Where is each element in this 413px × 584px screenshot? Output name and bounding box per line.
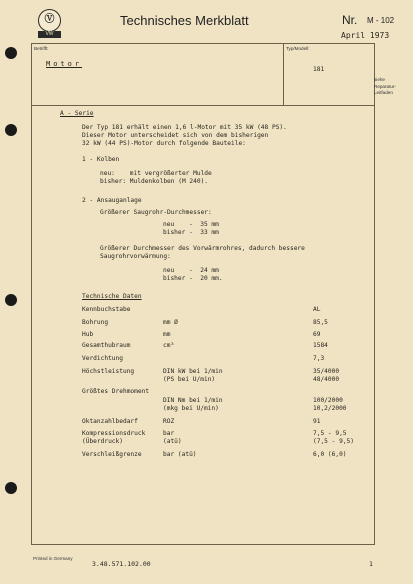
side-note-line: siehe: [374, 77, 385, 82]
tech-row-unit: (PS bei U/min): [163, 376, 216, 383]
tech-row-unit: bar: [163, 430, 175, 437]
tech-row-unit: (atü): [163, 438, 182, 445]
tech-row-unit: bar (atü): [163, 451, 197, 458]
item-line: neu - 24 mm: [163, 267, 219, 274]
tech-row-label: Bohrung: [82, 319, 109, 326]
tech-row-label: Verschleißgrenze: [82, 451, 142, 458]
betrifft-label: Betrifft:: [34, 46, 49, 51]
tech-heading: Technische Daten: [82, 293, 142, 300]
document-title: Technisches Merkblatt: [120, 13, 249, 28]
tech-row-label: Oktanzahlbedarf: [82, 418, 138, 425]
document-number: M - 102: [367, 16, 395, 25]
tech-row-label: Gesamthubraum: [82, 342, 131, 349]
typ-label: Typ/Modell:: [286, 46, 310, 51]
vw-logo: [38, 9, 61, 32]
document-code: 3.48.571.102.00: [92, 560, 151, 568]
tech-row-label: Verdichtung: [82, 355, 123, 362]
punch-hole-icon: [5, 124, 17, 136]
tech-row-value: 35/4000: [313, 368, 340, 375]
item-line: bisher - 33 mm: [163, 229, 219, 236]
item-line: neu - 35 mm: [163, 221, 219, 228]
vw-emblem-icon: Ⓥ: [44, 14, 55, 25]
punch-hole-icon: [5, 482, 17, 494]
typ-value: 181: [313, 66, 325, 73]
tech-row-unit: (mkg bei U/min): [163, 405, 219, 412]
tech-row-value: 48/4000: [313, 376, 340, 383]
tech-row-label: (Überdruck): [82, 438, 123, 445]
document-date: April 1973: [341, 31, 390, 40]
item-subheading: Größerer Saugrohr-Durchmesser:: [100, 209, 212, 216]
tech-row-value: 69: [313, 331, 321, 338]
logo-caption: VW: [45, 31, 54, 37]
column-divider: [283, 43, 284, 105]
tech-row-value: 100/2000: [313, 397, 343, 404]
intro-line: Der Typ 181 erhält einen 1,6 l-Motor mit 35 kW (48 PS).: [82, 124, 287, 131]
item-paragraph: Größerer Durchmesser des Vorwärmrohres, dadurch bessere: [100, 245, 305, 252]
side-note-line: Leitfaden: [374, 90, 393, 95]
tech-row-value: AL: [313, 306, 321, 313]
tech-row-value: 7,5 - 9,5: [313, 430, 347, 437]
tech-row-label: Kennbuchstabe: [82, 306, 131, 313]
tech-row-unit: DIN kW bei 1/min: [163, 368, 223, 375]
intro-line: 32 kW (44 PS)-Motor durch folgende Bauteile:: [82, 140, 246, 147]
side-note: [374, 77, 396, 97]
tech-row-unit: cm³: [163, 342, 175, 349]
side-note-line: Reparatur-: [374, 83, 396, 89]
tech-row-unit: mm: [163, 331, 171, 338]
punch-hole-icon: [5, 294, 17, 306]
item-paragraph: Saugrohrvorwärmung:: [100, 253, 171, 260]
item-line: neu: mit vergrößerter Mulde: [100, 170, 212, 177]
page-number: 1: [369, 560, 373, 568]
section-heading: A - Serie: [60, 110, 94, 117]
tech-row-unit: ROZ: [163, 418, 175, 425]
tech-row-value: 10,2/2000: [313, 405, 347, 412]
number-label: Nr.: [342, 13, 358, 27]
item-line: bisher: Muldenkolben (M 240).: [100, 178, 209, 185]
printed-note: Printed in Germany: [33, 556, 73, 561]
tech-row-value: (7,5 - 9,5): [313, 438, 354, 445]
intro-line: Dieser Motor unterscheidet sich von dem bisherigen: [82, 132, 269, 139]
tech-row-label: Größtes Drehmoment: [82, 388, 150, 395]
punch-hole-icon: [5, 47, 17, 59]
tech-row-unit: mm Ø: [163, 319, 178, 326]
tech-row-value: 91: [313, 418, 321, 425]
tech-row-value: 1584: [313, 342, 328, 349]
item-heading: 1 - Kolben: [82, 156, 120, 163]
item-line: bisher - 20 mm.: [163, 275, 223, 282]
header-divider: [31, 105, 375, 106]
tech-row-label: Kompressionsdruck: [82, 430, 146, 437]
logo-caption-box: [38, 31, 61, 38]
tech-row-value: 6,0 (6,0): [313, 451, 347, 458]
tech-row-value: 7,3: [313, 355, 325, 362]
tech-row-label: Höchstleistung: [82, 368, 135, 375]
tech-row-unit: DIN Nm bei 1/min: [163, 397, 223, 404]
tech-row-value: 85,5: [313, 319, 328, 326]
betrifft-value: Motor: [46, 60, 83, 68]
item-heading: 2 - Ansauganlage: [82, 197, 142, 204]
tech-row-label: Hub: [82, 331, 94, 338]
